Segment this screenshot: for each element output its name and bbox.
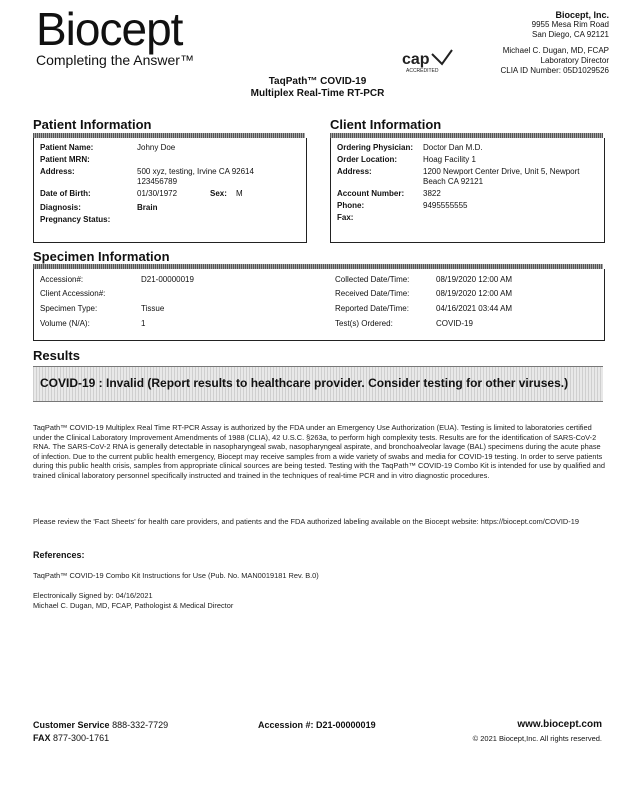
collected-datetime: 08/19/2020 12:00 AM (436, 275, 513, 284)
phone: 9495555555 (423, 201, 468, 210)
account-number: 3822 (423, 189, 441, 198)
cap-logo-text: cap (402, 51, 430, 68)
client-address-2: Beach CA 92121 (423, 177, 484, 186)
references-title: References: (33, 550, 85, 560)
cap-logo-sub: ACCREDITED (406, 68, 439, 74)
signed-by: Electronically Signed by: 04/16/2021 (33, 591, 153, 600)
received-label: Received Date/Time: (335, 289, 410, 298)
report-title-line-1: TaqPath™ COVID-19 (268, 76, 367, 87)
account-label: Account Number: (337, 189, 405, 198)
pregnancy-label: Pregnancy Status: (40, 215, 111, 224)
company-address (532, 10, 609, 40)
specimen-type-label: Specimen Type: (40, 304, 98, 313)
fax-label: Fax: (337, 213, 354, 222)
address-line-2: San Diego, CA 92121 (532, 30, 609, 39)
volume-label: Volume (N/A): (40, 319, 90, 328)
eua-disclaimer: TaqPath™ COVID-19 Multiplex Real Time RT-PCR Assay is authorized by the FDA under an Emergency Use Authorization (EUA). Testing is limited to laboratories certified under the Clinical Laboratory Improvement Amendments of 1988 (CLIA), 42 U.S.C. §263a, to perform high complexity tests. Results are for the identification of SARS-CoV-2 RNA. The SARS-CoV-2 RNA is generally detectable in nasopharyngeal swab, nasopharyngeal aspirate, and bronchoalveolar lavage (BAL) specimens during the acute phase of infection. Due to the current public health emergency, Biocept may receive samples from a wide variety of swabs and media for COVID-19 testing. In order to serve patients during this public health crisis, samples from appropriate clinical sources are being tested. Testing with the TaqPath™ COVID-19 Combo Kit is intended for use by qualified and trained clinical laboratory personnel specifically instructed and trained in the techniques of real-time PCR and in vitro diagnostic procedures. (33, 423, 605, 480)
specimen-section-title: Specimen Information (33, 249, 170, 264)
signer: Michael C. Dugan, MD, FCAP, Pathologist & Medical Director (33, 601, 234, 610)
dob-label: Date of Birth: (40, 189, 91, 198)
client-section-title: Client Information (330, 117, 442, 132)
director-name: Michael C. Dugan, MD, FCAP (502, 46, 609, 55)
cap-accredited-logo (398, 48, 454, 74)
biocept-logo: Biocept (36, 3, 183, 55)
website[interactable]: www.biocept.com (517, 719, 602, 730)
report-title-line-2: Multiplex Real-Time RT-PCR (250, 88, 385, 99)
result-text: COVID-19 : Invalid (Report results to healthcare provider. Consider testing for other viruses.) (40, 376, 569, 390)
specimen-info-box (33, 269, 605, 341)
physician-label: Ordering Physician: (337, 143, 414, 152)
patient-section-title: Patient Information (33, 117, 152, 132)
results-section-title: Results (33, 348, 80, 363)
footer-fax: 877-300-1761 (53, 733, 110, 743)
reported-label: Reported Date/Time: (335, 304, 409, 313)
physician: Doctor Dan M.D. (423, 143, 483, 152)
patient-address-2: 123456789 (137, 177, 178, 186)
customer-service (33, 720, 168, 730)
sex-label: Sex: (210, 189, 227, 198)
client-info-box (330, 138, 605, 243)
tests-ordered: COVID-19 (436, 319, 473, 328)
footer-fax-label: FAX (33, 733, 51, 743)
report-title (0, 76, 635, 100)
cs-label: Customer Service (33, 720, 110, 730)
patient-info-box (33, 138, 307, 243)
footer-accession: Accession #: D21-00000019 (258, 720, 376, 730)
director-title: Laboratory Director (540, 56, 609, 65)
patient-address-1: 500 xyz, testing, Irvine CA 92614 (137, 167, 254, 176)
volume: 1 (141, 319, 146, 328)
client-address-1: 1200 Newport Center Drive, Unit 5, Newport (423, 167, 580, 176)
logo-tagline: Completing the Answer™ (36, 52, 194, 68)
collected-label: Collected Date/Time: (335, 275, 410, 284)
patient-name: Johny Doe (137, 143, 176, 152)
received-datetime: 08/19/2020 12:00 AM (436, 289, 513, 298)
accession: D21-00000019 (141, 275, 194, 284)
reported-datetime: 04/16/2021 03:44 AM (436, 304, 513, 313)
diagnosis: Brain (137, 203, 158, 212)
phone-label: Phone: (337, 201, 365, 210)
patient-mrn-label: Patient MRN: (40, 155, 90, 164)
patient-name-label: Patient Name: (40, 143, 94, 152)
location-label: Order Location: (337, 155, 398, 164)
copyright: © 2021 Biocept,Inc. All rights reserved. (472, 734, 602, 743)
patient-address-label: Address: (40, 167, 75, 176)
fact-sheet-note: Please review the 'Fact Sheets' for health care providers, and patients and the FDA authorized labeling available on the Biocept website: https://biocept.com/COVID-19 (33, 517, 579, 526)
lab-director (500, 46, 609, 76)
tests-label: Test(s) Ordered: (335, 319, 393, 328)
location: Hoag Facility 1 (423, 155, 476, 164)
fax-line (33, 733, 109, 743)
client-address-label: Address: (337, 167, 372, 176)
clia-number: CLIA ID Number: 05D1029526 (500, 66, 609, 75)
dob: 01/30/1972 (137, 189, 178, 198)
specimen-type: Tissue (141, 304, 165, 313)
sex: M (236, 189, 243, 198)
client-accession-label: Client Accession#: (40, 289, 106, 298)
accession-label: Accession#: (40, 275, 84, 284)
company-name: Biocept, Inc. (555, 10, 609, 20)
reference-1: TaqPath™ COVID-19 Combo Kit Instructions for Use (Pub. No. MAN0019181 Rev. B.0) (33, 571, 319, 580)
cs-phone: 888-332-7729 (112, 720, 169, 730)
address-line-1: 9955 Mesa Rim Road (531, 20, 609, 29)
diagnosis-label: Diagnosis: (40, 203, 81, 212)
